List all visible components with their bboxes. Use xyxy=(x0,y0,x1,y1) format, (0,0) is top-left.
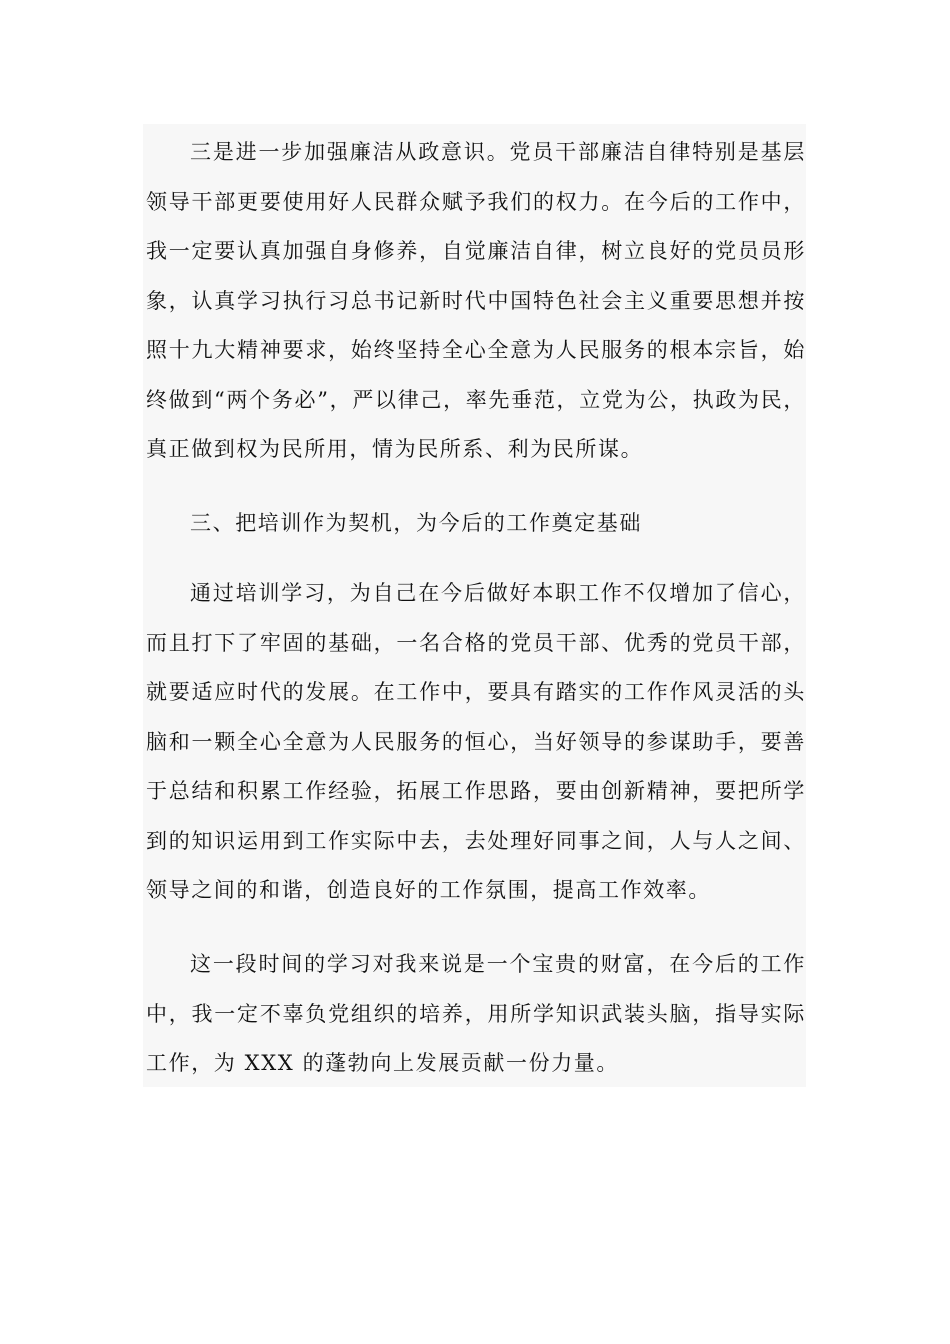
paragraph-closing: 这一段时间的学习对我来说是一个宝贵的财富，在今后的工作中，我一定不辜负党组织的培养，用所学知识武装头脑，指导实际工作，为 XXX 的蓬勃向上发展贡献一份力量。 xyxy=(146,952,806,1075)
paragraph-integrity-awareness: 三是进一步加强廉洁从政意识。党员干部廉洁自律特别是基层领导干部更要使用好人民群众赋予我们的权力。在今后的工作中，我一定要认真加强自身修养，自觉廉洁自律，树立良好的党员员形象，认真学习执行习总书记新时代中国特色社会主义重要思想并按照十九大精神要求，始终坚持全心全意为人民服务的根本宗旨，始终做到“两个务必”，严以律己，率先垂范，立党为公，执政为民，真正做到权为民所用，情为民所系、利为民所谋。 xyxy=(146,140,806,461)
section-heading-training: 三、把培训作为契机，为今后的工作奠定基础 xyxy=(190,511,642,535)
paragraph-training-foundation: 通过培训学习，为自己在今后做好本职工作不仅增加了信心，而且打下了牢固的基础，一名合格的党员干部、优秀的党员干部，就要适应时代的发展。在工作中，要具有踏实的工作作风灵活的头脑和一颗全心全意为人民服务的恒心，当好领导的参谋助手，要善于总结和积累工作经验，拓展工作思路，要由创新精神，要把所学到的知识运用到工作实际中去，去处理好同事之间，人与人之间、领导之间的和谐，创造良好的工作氛围，提高工作效率。 xyxy=(146,581,806,902)
